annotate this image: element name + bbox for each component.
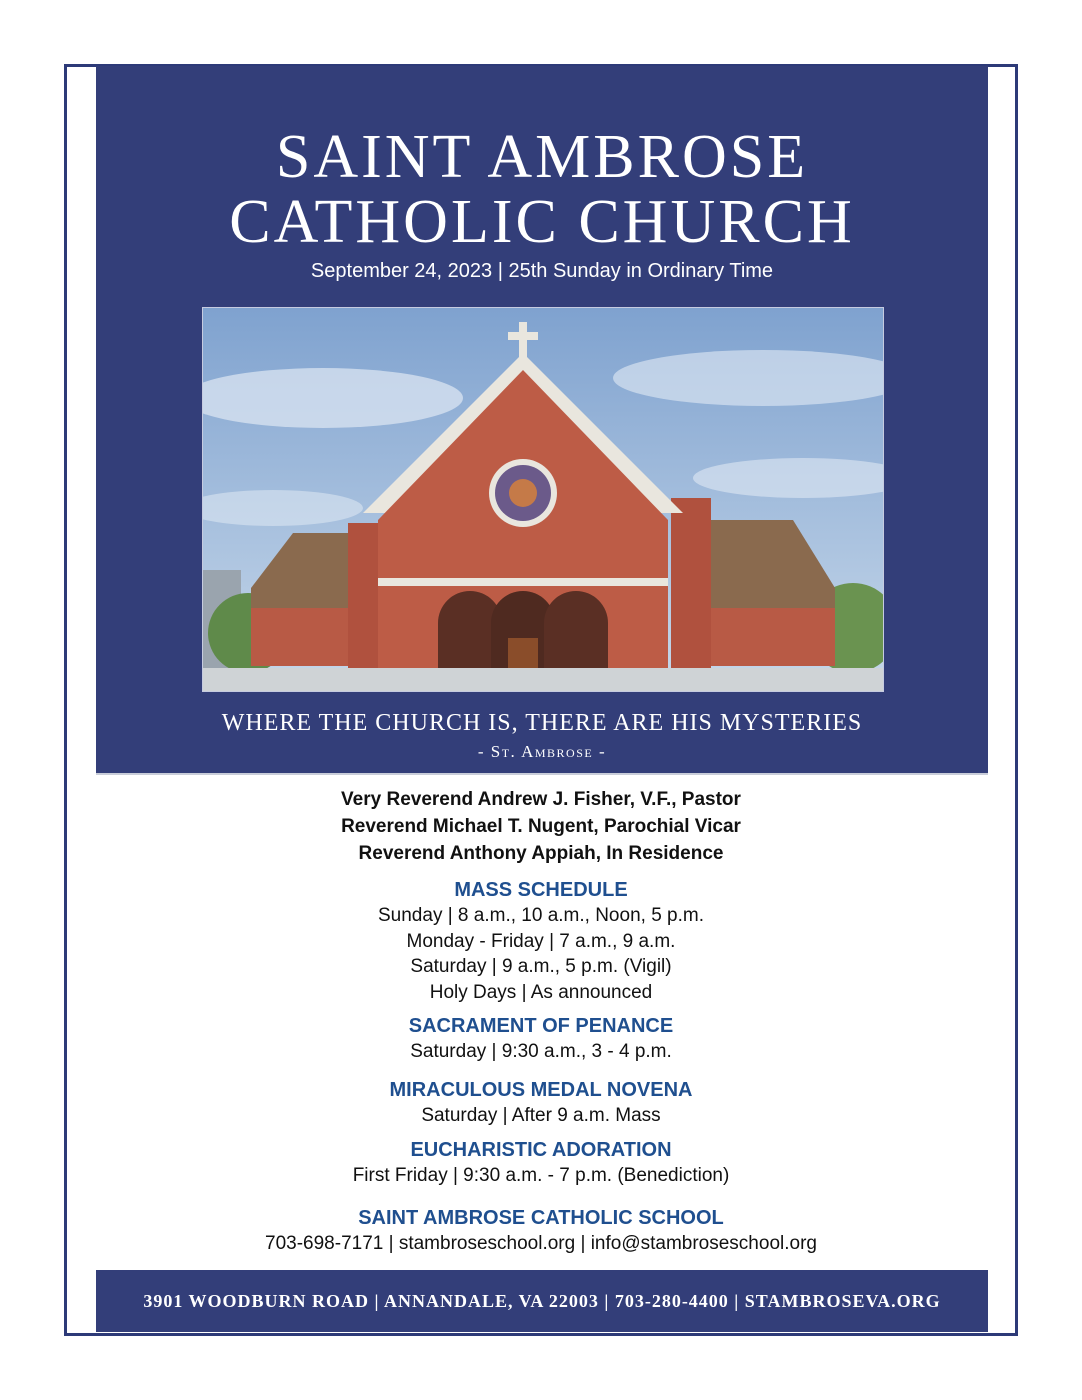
church-building-illustration <box>202 307 884 692</box>
schedule-line: Monday - Friday | 7 a.m., 9 a.m. <box>406 930 676 952</box>
schedule-line: First Friday | 9:30 a.m. - 7 p.m. (Benediction) <box>352 1165 730 1186</box>
footer-bar <box>96 1270 988 1332</box>
schedule-line: Saturday | 9:30 a.m., 3 - 4 p.m. <box>410 1041 672 1062</box>
motto: WHERE THE CHURCH IS, THERE ARE HIS MYSTERIES <box>221 710 863 736</box>
section-heading: SAINT AMBROSE CATHOLIC SCHOOL <box>358 1207 724 1229</box>
date-line: September 24, 2023 | 25th Sunday in Ordinary Time <box>310 260 774 282</box>
clergy-list <box>0 786 1082 867</box>
schedule-line: Sunday | 8 a.m., 10 a.m., Noon, 5 p.m. <box>378 905 704 926</box>
penance-section <box>0 1013 1082 1065</box>
adoration-section <box>0 1137 1082 1189</box>
church-illustration-svg <box>203 308 883 691</box>
section-heading: EUCHARISTIC ADORATION <box>410 1139 672 1161</box>
header-panel <box>96 66 988 775</box>
clergy-pastor: Very Reverend Andrew J. Fisher, V.F., Pastor <box>341 789 741 810</box>
section-heading: MIRACULOUS MEDAL NOVENA <box>389 1079 693 1101</box>
section-heading: SACRAMENT OF PENANCE <box>408 1015 674 1037</box>
section-heading: MASS SCHEDULE <box>454 879 628 901</box>
clergy-in-residence: Reverend Anthony Appiah, In Residence <box>358 843 724 864</box>
school-section <box>0 1205 1082 1257</box>
church-name-line2: CATHOLIC CHURCH <box>229 188 855 256</box>
clergy-parochial-vicar: Reverend Michael T. Nugent, Parochial Vicar <box>341 816 741 837</box>
novena-section <box>0 1077 1082 1129</box>
church-name-line1: SAINT AMBROSE <box>275 123 809 191</box>
schedule-line: Holy Days | As announced <box>429 981 653 1003</box>
schedule-line: Saturday | 9 a.m., 5 p.m. (Vigil) <box>410 956 672 977</box>
footer-address: 3901 WOODBURN ROAD | ANNANDALE, VA 22003 | 703-280-4400 | STAMBROSEVA.ORG <box>143 1291 941 1311</box>
school-contact-line: 703-698-7171 | stambroseschool.org | info@stambroseschool.org <box>265 1233 817 1254</box>
motto-attribution: - St. Ambrose - <box>477 742 607 761</box>
schedule-line: Saturday | After 9 a.m. Mass <box>421 1105 661 1126</box>
mass-schedule-section <box>0 877 1082 1005</box>
